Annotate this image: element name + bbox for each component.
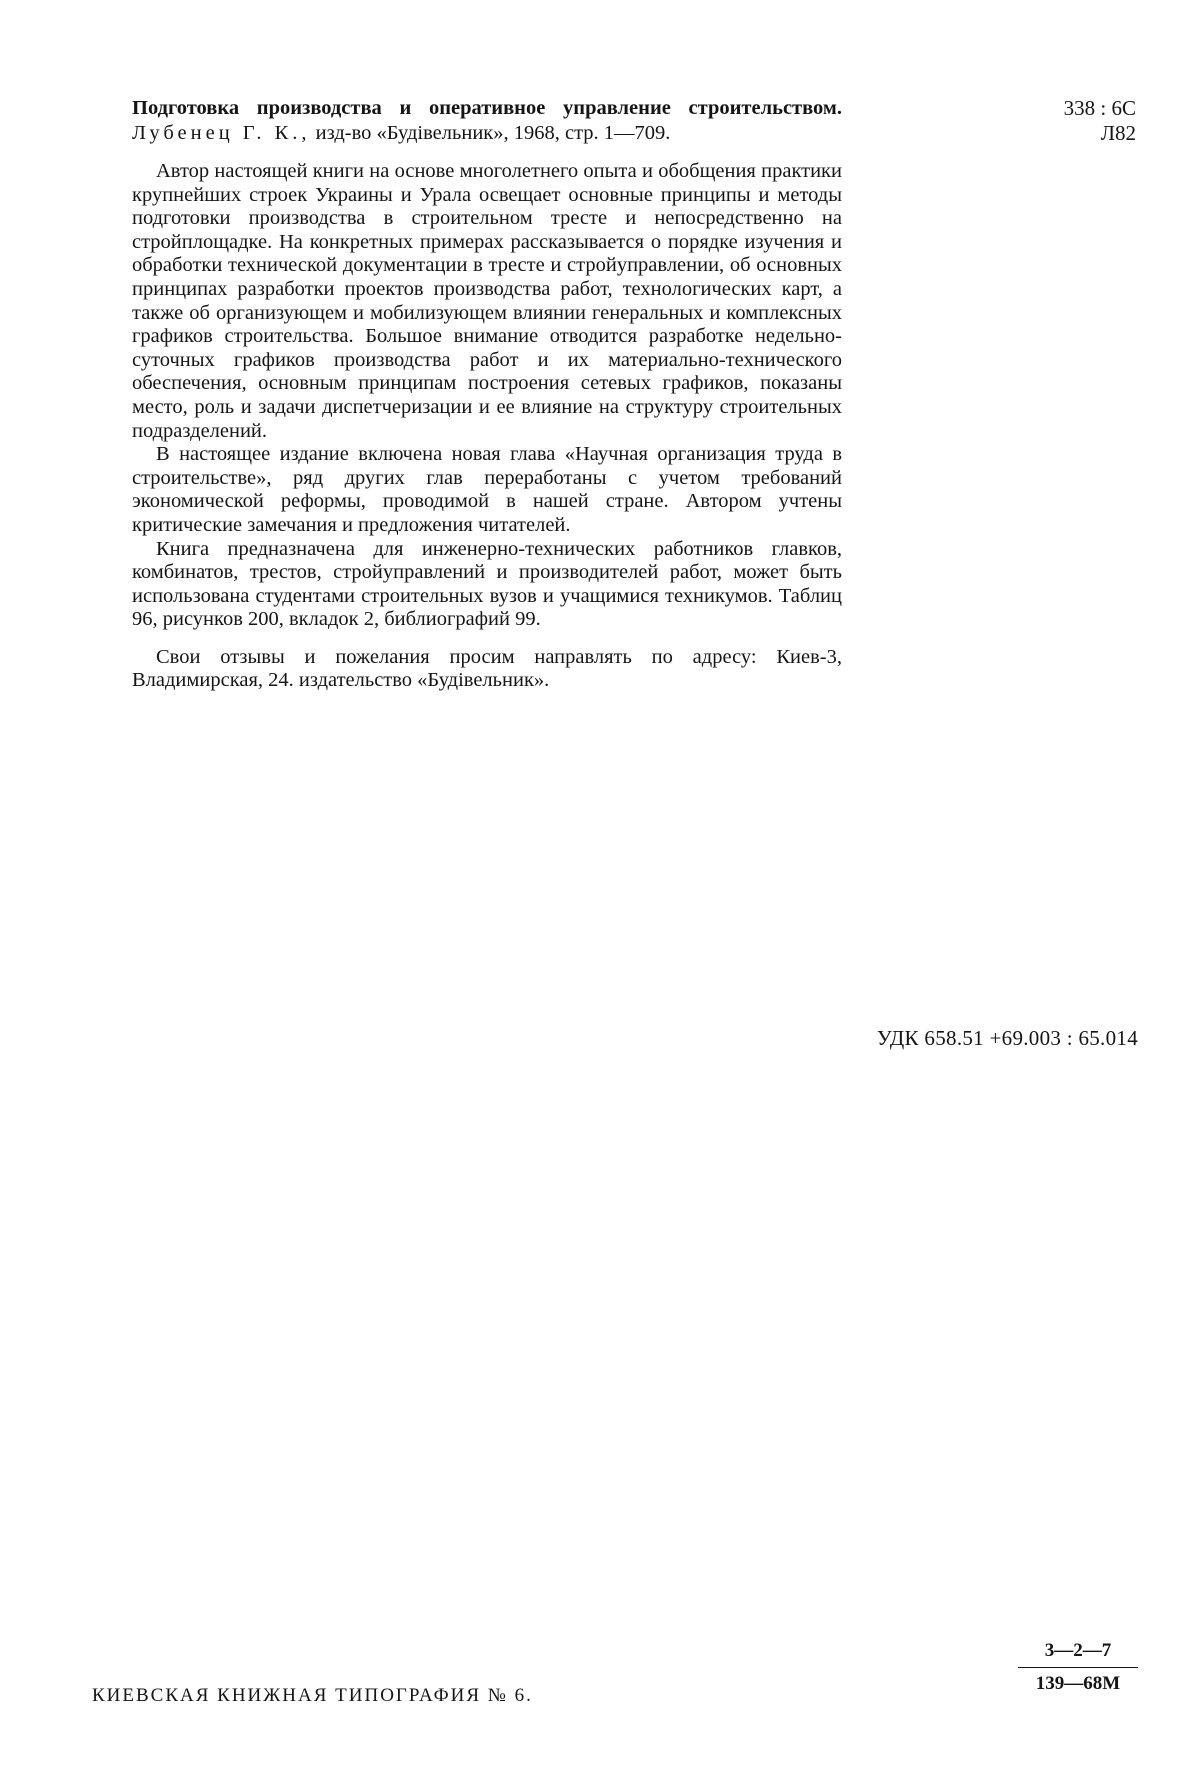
annotation-paragraph-1: Автор настоящей книги на основе многолетнего опыта и обобщения практики крупнейших строек Украины и Урала освещает основные принципы и методы подготовки производства в строительном тресте и непосредственно на стройплощадке. На конкретных примерах рассказывается о порядке изучения и обработки технической документации в тресте и стройуправлении, об основных принципах разработки проектов производства работ, технологических карт, а также об организующем и мобилизующем влиянии генеральных и комплексных графиков строительства. Большое внимание отводится разработке недельно-суточных графиков производства работ и их материально-технического обеспечения, основным принципам построения сетевых графиков, показаны место, роль и задачи диспетчеризации и ее влияние на структуру строительных подразделений. [132,160,842,442]
classification-code [1064,96,1136,146]
annotation-block [132,96,842,693]
reader-address-note: Свои отзывы и пожелания просим направлять по адресу: Киев-3, Владимирская, 24. издательство «Будівельник». [132,645,842,692]
annotation-paragraph-3: Книга предназначена для инженерно-технических работников главков, комбинатов, трестов, стройуправлений и производителей работ, может быть использована студентами строительных вузов и учащимися техникумов. Таблиц 96, рисунков 200, вкладок 2, библиографий 99. [132,537,842,631]
bibliographic-header [132,96,842,146]
classification-line-1: 338 : 6С [1063,96,1136,120]
printer-imprint: КИЕВСКАЯ КНИЖНАЯ ТИПОГРАФИЯ № 6. [92,1685,533,1706]
publisher-info: изд-во «Будівельник», 1968, стр. 1—709. [315,122,671,144]
index-code-denominator: 139—68М [1035,1673,1121,1694]
book-title: Подготовка производства и оперативное управление строительством. [132,97,842,119]
annotation-paragraph-2: В настоящее издание включена новая глава «Научная организация труда в строительстве», ряд других глав переработаны с учетом требований экономической реформы, проводимой в нашей стране. Автором учтены критические замечания и предложения читателей. [132,443,842,536]
classification-line-2: Л82 [1100,121,1136,145]
book-author: Лубенец Г. К., [132,122,311,144]
publication-index-code [1018,1637,1138,1698]
index-code-numerator: 3—2—7 [1018,1637,1138,1668]
udk-code: УДК 658.51 +69.003 : 65.014 [876,1026,1138,1050]
